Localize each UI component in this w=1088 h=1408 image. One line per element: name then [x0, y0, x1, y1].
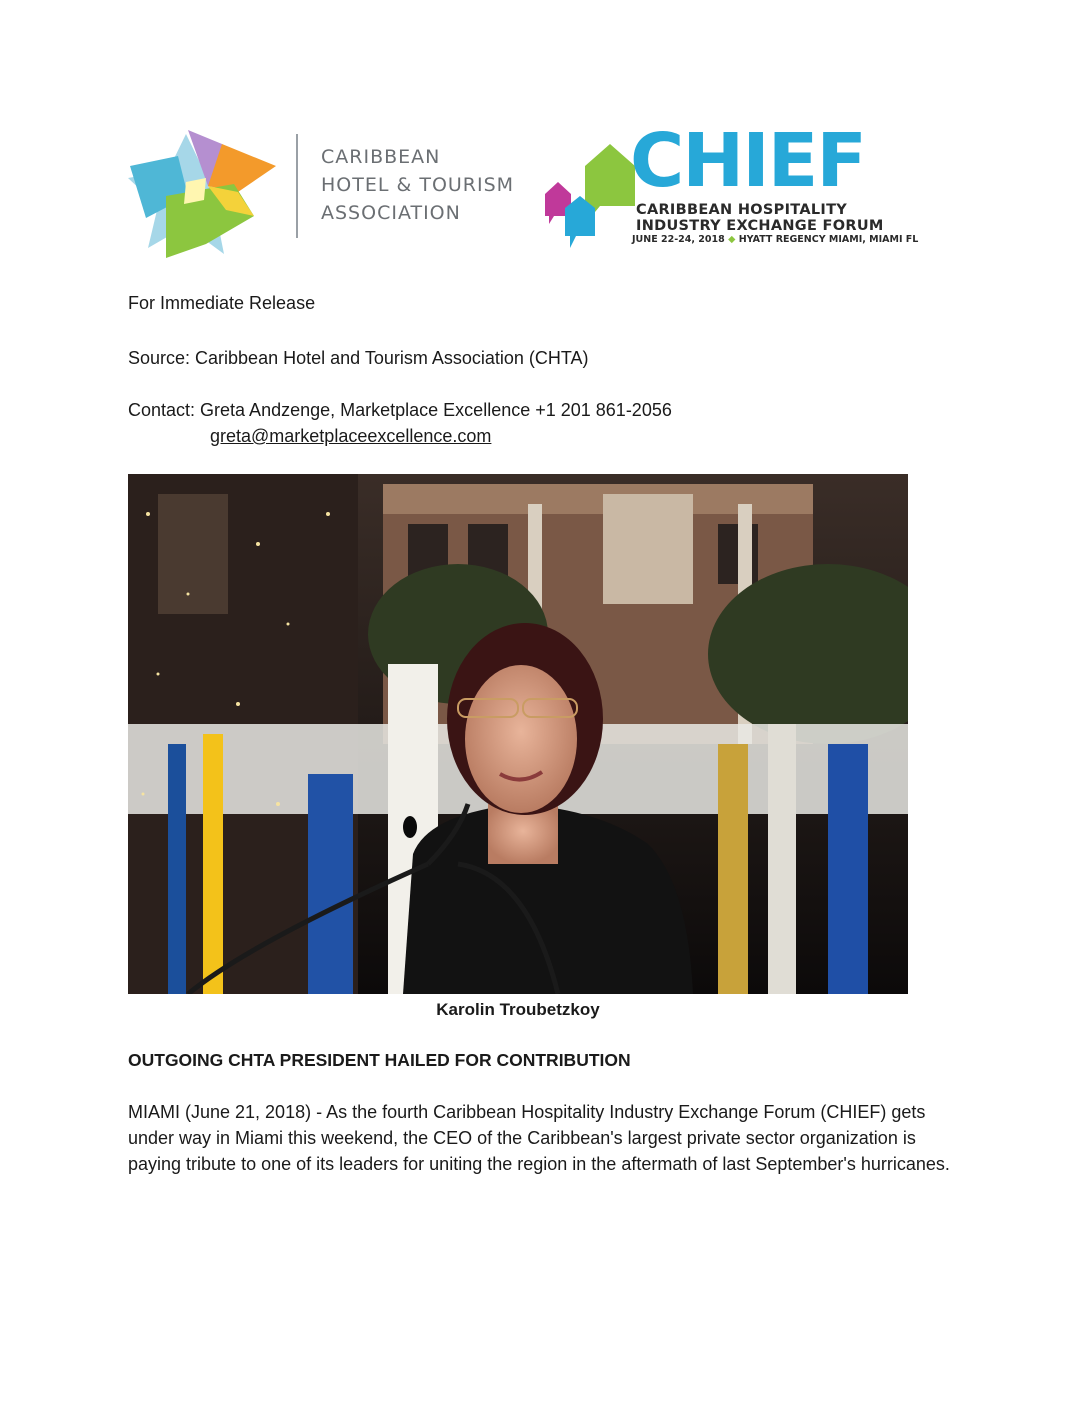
- release-source: Source: Caribbean Hotel and Tourism Association (CHTA): [128, 348, 589, 368]
- chta-star-icon: [126, 126, 276, 261]
- speaker-photo: [128, 474, 908, 994]
- release-label: For Immediate Release: [128, 293, 316, 313]
- chief-subtitle-line1: CARIBBEAN HOSPITALITY: [636, 202, 848, 218]
- photo-caption: Karolin Troubetzkoy: [436, 1000, 600, 1019]
- chief-title: CHIEF: [630, 118, 865, 204]
- chief-dates: JUNE 22-24, 2018: [632, 234, 725, 245]
- chta-logo-line1: CARIBBEAN: [321, 146, 441, 168]
- logo-divider: [296, 134, 298, 238]
- chta-logo-line2: HOTEL & TOURISM: [321, 174, 515, 196]
- chta-logo: [126, 126, 526, 261]
- article-paragraph: MIAMI (June 21, 2018) - As the fourth Caribbean Hospitality Industry Exchange Forum (CHIEF) gets under way in Miami this weekend, the CEO of the Caribbean's largest private sector organization is paying tribute to one of its leaders for uniting the region in the aftermath of last September's hurricanes.: [128, 1102, 950, 1174]
- chief-subtitle-line2: INDUSTRY EXCHANGE FORUM: [636, 218, 884, 234]
- release-contact: Contact: Greta Andzenge, Marketplace Excellence +1 201 861-2056: [128, 400, 672, 420]
- small-house-icon: ◆: [728, 234, 736, 245]
- chief-venue: HYATT REGENCY MIAMI, MIAMI FL: [738, 234, 919, 245]
- chief-logo: [540, 118, 919, 257]
- contact-email-link[interactable]: greta@marketplaceexcellence.com: [210, 426, 492, 446]
- chta-logo-line3: ASSOCIATION: [321, 202, 461, 224]
- article-headline: OUTGOING CHTA PRESIDENT HAILED FOR CONTRIBUTION: [128, 1050, 631, 1070]
- chief-dates-venue: [632, 234, 918, 245]
